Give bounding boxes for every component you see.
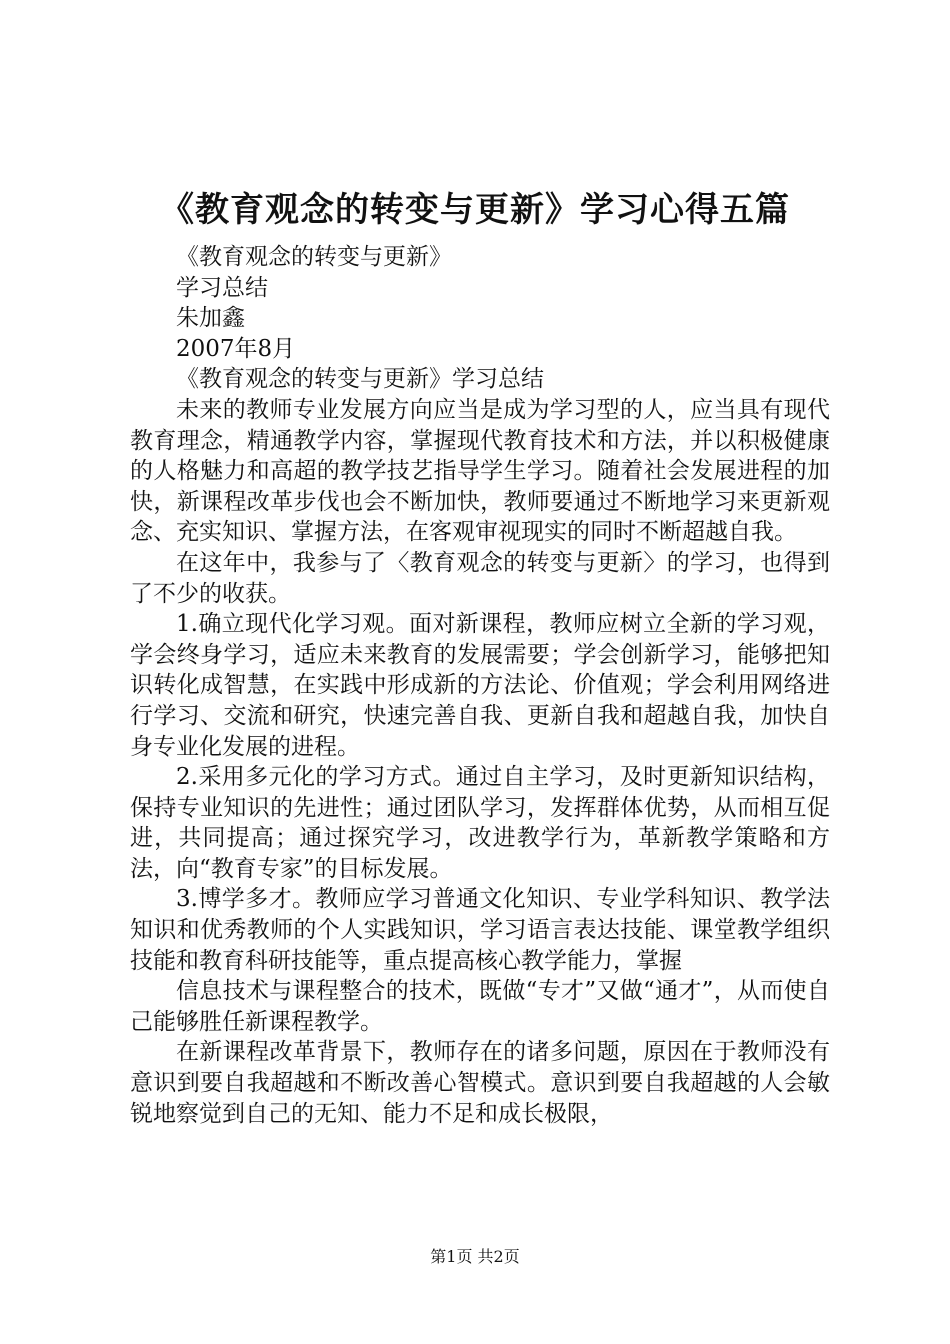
document-title: 《教育观念的转变与更新》学习心得五篇 [160,190,790,230]
paragraph: 2.采用多元化的学习方式。通过自主学习，及时更新知识结构，保持专业知识的先进性；通过团队学习，发挥群体优势，从而相互促进，共同提高；通过探究学习，改进教学行为，革新教学策略和方法，向“教育专家”的目标发展。 [130,764,830,882]
paragraph: 在这年中，我参与了〈教育观念的转变与更新〉的学习，也得到了不少的收获。 [130,549,830,607]
paragraph: 《教育观念的转变与更新》 [176,244,452,270]
paragraph: 朱加鑫 [176,305,245,332]
paragraph: 信息技术与课程整合的技术，既做“专才”又做“通才”，从而使自己能够胜任新课程教学。 [130,978,830,1035]
document-body [130,242,830,1129]
paragraph: 未来的教师专业发展方向应当是成为学习型的人，应当具有现代教育理念，精通教学内容，掌握现代教育技术和方法，并以积极健康的人格魅力和高超的教学技艺指导学生学习。随着社会发展进程的加快，新课程改革步伐也会不断加快，教师要通过不断地学习来更新观念、充实知识、掌握方法，在客观审视现实的同时不断超越自我。 [130,396,830,546]
paragraph: 1.确立现代化学习观。面对新课程，教师应树立全新的学习观，学会终身学习，适应未来教育的发展需要；学会创新学习，能够把知识转化成智慧，在实践中形成新的方法论、价值观；学会利用网络进行学习、交流和研究，快速完善自我、更新自我和超越自我，加快自身专业化发展的进程。 [130,611,830,760]
paragraph: 《教育观念的转变与更新》学习总结 [176,366,544,393]
paragraph: 在新课程改革背景下，教师存在的诸多问题，原因在于教师没有意识到要自我超越和不断改善心智模式。意识到要自我超越的人会敏锐地察觉到自己的无知、能力不足和成长极限， [130,1039,830,1127]
paragraph: 学习总结 [176,274,268,301]
page-number-footer: 第1页 共2页 [430,1247,520,1266]
paragraph: 3.博学多才。教师应学习普通文化知识、专业学科知识、教学法知识和优秀教师的个人实践知识，学习语言表达技能、课堂教学组织技能和教育科研技能等，重点提高核心教学能力，掌握 [130,886,830,974]
paragraph: 2007年8月 [176,335,296,362]
